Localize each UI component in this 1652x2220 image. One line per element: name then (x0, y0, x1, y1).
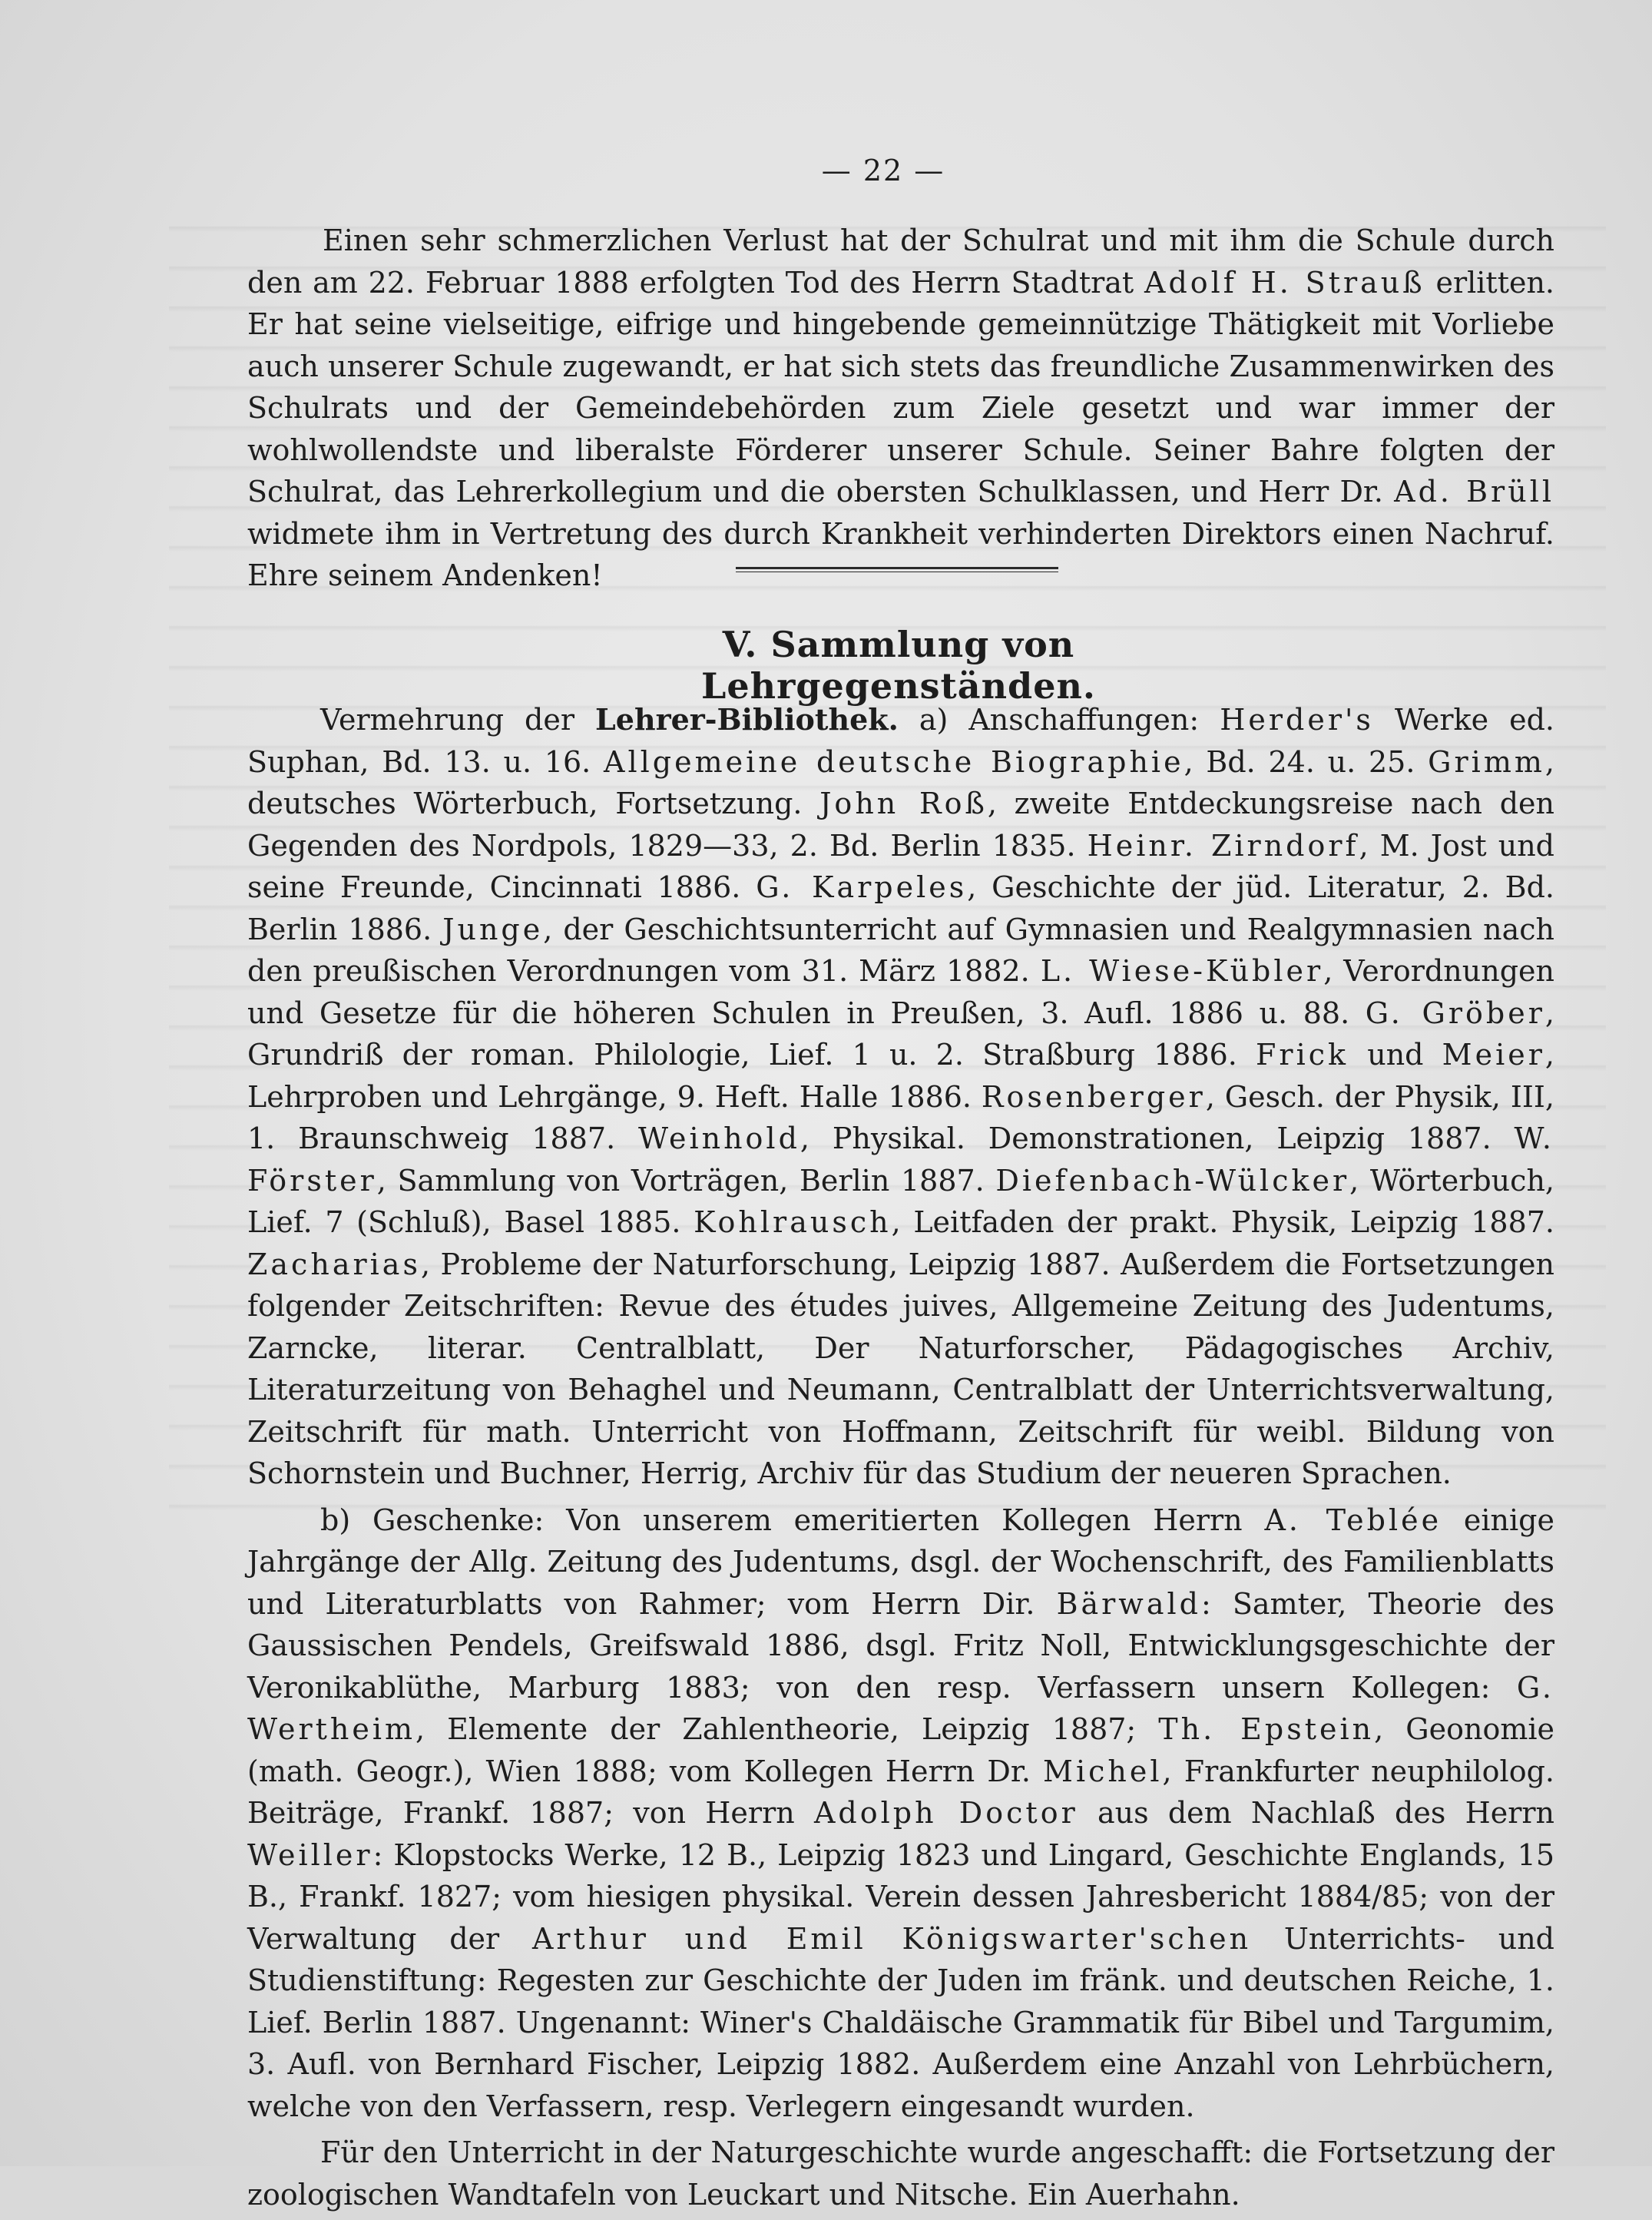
title-name: Allgemeine deutsche Biographie (604, 744, 1184, 779)
subsection-label: b) Geschenke: (320, 1503, 567, 1537)
text-part: , Bd. 24. u. 25. (1184, 744, 1429, 779)
library-paragraph (247, 699, 1554, 1495)
text-part: , Geschichte der jüd. Literatur, 2. Bd. Berlin 1886. (247, 870, 1554, 946)
author-name: Frick (1256, 1038, 1349, 1072)
author-name: Herder's (1220, 703, 1374, 737)
text-part: , Elemente der Zahlentheorie, Leipzig 1887; (415, 1712, 1159, 1746)
text-part: , Allgemeine Zeitung des Judentums, Zarncke, literar. Centralblatt, Der Naturforscher, Pädagogisches Archiv, Literaturzeitung von Behaghel und Neumann, Centralblatt der Unterrichtsverwaltung, Zeitschrift für math. Unterricht von Hoffmann, Zeitschrift für weibl. Bildung von Schornstein und Buchner, Herrig, Archiv für das Studium der neueren Sprachen. (247, 1289, 1554, 1490)
text-part: , der Geschichtsunterricht auf Gymnasien und Realgymnasien nach den preußischen Verordnungen vom 31. März 1882. (247, 912, 1554, 988)
author-name: Junge (442, 912, 544, 946)
author-name: Diefenbach-Wülcker (995, 1163, 1350, 1198)
text-part: , Lehrproben und Lehrgänge, 9. Heft. Halle 1886. (247, 1038, 1554, 1114)
natural-history-paragraph: Für den Unterricht in der Naturgeschichte wurde angeschafft: die Fortsetzung der zoologischen Wandtafeln von Leuckart und Nitsche. Ein Auerhahn. (247, 2136, 1554, 2212)
library-name: Lehrer-Bibliothek. (595, 702, 899, 737)
text-part: , zweite Entdeckungsreise nach den Gegenden des Nordpols, 1829—33, 2. Bd. Berlin 1835. (247, 787, 1554, 863)
text-part: Von unserem emeritierten Kollegen Herrn (566, 1503, 1265, 1537)
person-name: Adolf H. Strauß (1144, 265, 1425, 300)
obituary-text-part: Einen sehr schmerzlichen Verlust hat der Schulrat und mit ihm die Schule durch den am 22. Februar 1888 erfolgten Tod des Herrn Stadtrat (247, 224, 1554, 300)
author-name: W. Förster (247, 1122, 1554, 1198)
person-name: Th. Epstein (1158, 1712, 1375, 1746)
text-part: einige Jahrgänge der Allg. Zeitung des Judentums, dsgl. der Wochenschrift, des Familienblatts und Literaturblatts von Rahmer; vom Herrn Dir. (247, 1503, 1554, 1621)
author-name: Weinhold (638, 1122, 800, 1155)
text-part: aus dem Nachlaß des Herrn (1078, 1796, 1554, 1830)
text-part: , Gesch. der Physik, III, 1. Braunschweig 1887. (247, 1079, 1554, 1155)
page-number: — 22 — (821, 154, 945, 187)
text-part: Werke ed. Suphan, Bd. 13. u. 16. (247, 703, 1554, 779)
gifts-paragraph (247, 1499, 1554, 2128)
text-part: , deutsches Wörterbuch, Fortsetzung. (247, 744, 1554, 820)
person-name: A. Teblée (1264, 1503, 1442, 1537)
text-part: , Leitfaden der prakt. Physik, Leipzig 1887. (891, 1205, 1554, 1239)
author-name: Grimm (1428, 744, 1545, 779)
author-name: G. Karpeles (756, 870, 968, 904)
person-name: Weiller (247, 1837, 373, 1872)
text-part: : Klopstocks Werke, 12 B., Leipzig 1823 und Lingard, Geschichte Englands, 15 B., Frankf. 1827; vom hiesigen physikal. Verein dessen Jahresbericht 1884/85; von der Verwaltung der (247, 1837, 1554, 1956)
text-part: Unterrichts- und Studienstiftung: Regesten zur Geschichte der Juden im fränk. und deutschen Reiche, 1. Lief. Berlin 1887. Ungenannt: Winer's Chaldäische Grammatik für Bibel und Targumim, 3. Aufl. von Bernhard Fischer, Leipzig 1882. Außerdem eine Anzahl von Lehrbüchern, welche von den Verfassern, resp. Verlegern eingesandt wurden. (247, 1921, 1555, 2123)
person-name: Michel (1043, 1754, 1163, 1788)
obituary-paragraph (247, 220, 1554, 597)
section-divider (736, 567, 1058, 572)
foundation-name: Arthur und Emil Königswarter'schen (531, 1921, 1252, 1956)
obituary-text-part: widmete ihm in Vertretung des durch Krankheit verhinderten Direktors einen Nachruf. Ehre seinem Andenken! (247, 516, 1554, 592)
obituary-text (247, 220, 1554, 597)
text-part: , Frankfurter neuphilolog. Beiträge, Frankf. 1887; von Herrn (247, 1754, 1554, 1830)
text-part: , M. Jost und seine Freunde, Cincinnati 1886. (247, 828, 1554, 904)
subsection-label: a) Anschaffungen: (898, 703, 1220, 737)
journal-name: Revue des études juives (618, 1289, 989, 1323)
person-name: Adolph Doctor (813, 1796, 1078, 1830)
section-body (247, 699, 1554, 2220)
author-name: Heinr. Zirndorf (1087, 828, 1359, 863)
section-heading: V. Sammlung von Lehrgegenständen. (701, 624, 1096, 707)
text-part: , Grundriß der roman. Philologie, Lief. 1 u. 2. Straßburg 1886. (247, 996, 1554, 1072)
text-part: , Probleme der Naturforschung, Leipzig 1887. Außerdem die Fortsetzungen folgender Zeitschriften: (247, 1247, 1554, 1323)
author-name: Zacharias (247, 1247, 421, 1281)
author-name: L. Wiese-Kübler (1040, 954, 1324, 988)
text-part: , Verordnungen und Gesetze für die höheren Schulen in Preußen, 3. Aufl. 1886 u. 88. (247, 954, 1554, 1030)
person-name: Ad. Brüll (1394, 475, 1555, 509)
text-part: und (1349, 1038, 1442, 1072)
text-part: , Wörterbuch, Lief. 7 (Schluß), Basel 1885. (247, 1163, 1554, 1239)
author-name: Meier (1442, 1038, 1545, 1072)
person-name: Bärwald (1056, 1586, 1201, 1621)
obituary-text-part: erlitten. Er hat seine vielseitige, eifrige und hingebende gemeinnützige Thätigkeit mit Vorliebe auch unserer Schule zugewandt, er hat sich stets das freundliche Zusammenwirken des Schulrats und der Gemeindebehörden zum Ziele gesetzt und war immer der wohlwollendste und liberalste Förderer unserer Schule. Seiner Bahre folgten der Schulrat, das Lehrerkollegium und die obersten Schulklassen, und Herr Dr. (247, 265, 1555, 509)
author-name: Rosenberger (981, 1079, 1206, 1114)
text-part: , Geonomie (math. Geogr.), Wien 1888; vom Kollegen Herrn Dr. (247, 1712, 1554, 1788)
author-name: John Roß (819, 787, 988, 820)
text-part: , Physikal. Demonstrationen, Leipzig 1887. (800, 1122, 1515, 1155)
person-name: G. Wertheim (247, 1670, 1554, 1746)
text-part: Vermehrung der (320, 703, 596, 737)
text-part: , Sammlung von Vorträgen, Berlin 1887. (376, 1163, 996, 1198)
author-name: G. Gröber (1365, 996, 1545, 1030)
text-part: : Samter, Theorie des Gaussischen Pendels, Greifswald 1886, dsgl. Fritz Noll, Entwicklungsgeschichte der Veronikablüthe, Marburg 1883; von den resp. Verfassern unsern Kollegen: (247, 1586, 1554, 1705)
author-name: Kohlrausch (694, 1205, 892, 1239)
